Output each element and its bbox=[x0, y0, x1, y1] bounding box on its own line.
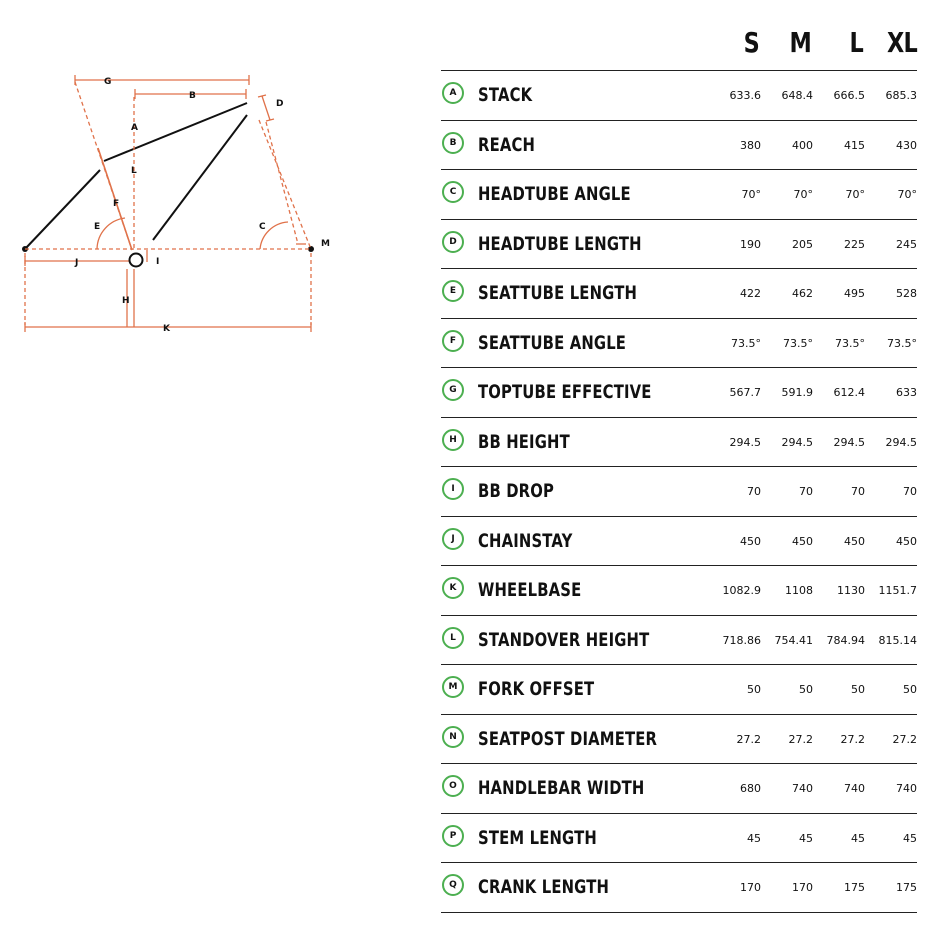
label-m: M bbox=[321, 239, 330, 249]
value-cell-l: 225 bbox=[844, 237, 865, 251]
row-letter-badge: O bbox=[442, 775, 464, 797]
label-b: B bbox=[189, 91, 196, 101]
geometry-diagram bbox=[0, 60, 420, 360]
value-cell-l: 70° bbox=[845, 188, 865, 201]
value-cell-xl: 175 bbox=[896, 881, 917, 894]
value-cell-m: 1108 bbox=[785, 584, 813, 597]
value-cell-s: 718.86 bbox=[722, 633, 761, 647]
value-cell-s: 1082.9 bbox=[722, 584, 761, 597]
value-cell-m: 70° bbox=[793, 188, 813, 201]
row-letter-badge: P bbox=[442, 825, 464, 847]
table-row bbox=[441, 517, 917, 567]
label-g: G bbox=[104, 77, 112, 87]
value-cell-xl: 73.5° bbox=[887, 336, 917, 350]
row-label: FORK OFFSET bbox=[478, 678, 595, 700]
row-label: HEADTUBE ANGLE bbox=[478, 183, 631, 205]
value-cell-m: 294.5 bbox=[781, 435, 813, 449]
geometry-table bbox=[441, 0, 917, 913]
value-cell-l: 666.5 bbox=[833, 89, 865, 102]
value-cell-l: 175 bbox=[844, 881, 865, 894]
row-label: STACK bbox=[478, 84, 533, 106]
row-letter-badge: N bbox=[442, 726, 464, 748]
table-row bbox=[441, 665, 917, 715]
value-cell-m: 70 bbox=[799, 485, 813, 498]
label-k: K bbox=[163, 324, 170, 334]
value-cell-s: 73.5° bbox=[731, 336, 761, 350]
value-cell-m: 450 bbox=[792, 534, 813, 548]
table-row bbox=[441, 170, 917, 220]
value-cell-xl: 528 bbox=[896, 287, 917, 300]
table-row bbox=[441, 715, 917, 765]
row-letter-badge: C bbox=[442, 181, 464, 203]
table-row bbox=[441, 269, 917, 319]
value-cell-xl: 815.14 bbox=[878, 633, 917, 647]
size-header-row bbox=[441, 0, 917, 71]
value-cell-l: 294.5 bbox=[833, 435, 865, 449]
label-l: L bbox=[131, 166, 137, 176]
value-cell-s: 567.7 bbox=[729, 386, 761, 399]
value-cell-s: 70 bbox=[747, 485, 761, 498]
value-cell-s: 50 bbox=[747, 683, 761, 696]
row-label: STEM LENGTH bbox=[478, 826, 597, 849]
label-c: C bbox=[259, 222, 266, 232]
value-cell-m: 400 bbox=[792, 138, 813, 152]
value-cell-m: 170 bbox=[792, 881, 813, 894]
value-cell-s: 170 bbox=[740, 881, 761, 894]
table-row bbox=[441, 764, 917, 814]
row-letter-badge: A bbox=[442, 82, 464, 104]
row-label: CHAINSTAY bbox=[478, 529, 573, 552]
size-header-s: S bbox=[743, 26, 759, 59]
value-cell-l: 70 bbox=[851, 485, 865, 498]
label-e: E bbox=[94, 222, 101, 232]
table-row bbox=[441, 467, 917, 517]
value-cell-xl: 50 bbox=[903, 683, 917, 696]
value-cell-l: 415 bbox=[844, 138, 865, 152]
value-cell-xl: 430 bbox=[896, 138, 917, 152]
label-f: F bbox=[113, 199, 120, 209]
value-cell-m: 591.9 bbox=[781, 386, 813, 399]
value-cell-xl: 740 bbox=[896, 782, 917, 795]
row-label: REACH bbox=[478, 133, 536, 156]
value-cell-xl: 633 bbox=[896, 386, 917, 399]
value-cell-m: 754.41 bbox=[774, 633, 813, 647]
label-d: D bbox=[276, 99, 284, 109]
row-label: HEADTUBE LENGTH bbox=[478, 232, 642, 255]
row-letter-badge: F bbox=[442, 330, 464, 352]
value-cell-l: 45 bbox=[851, 831, 865, 845]
value-cell-m: 740 bbox=[792, 782, 813, 795]
value-cell-l: 450 bbox=[844, 534, 865, 548]
size-header-l: L bbox=[849, 26, 863, 59]
value-cell-s: 680 bbox=[740, 782, 761, 795]
row-letter-badge: E bbox=[442, 280, 464, 302]
row-letter-badge: Q bbox=[442, 874, 464, 896]
row-label: WHEELBASE bbox=[478, 579, 582, 601]
row-label: BB DROP bbox=[478, 480, 555, 502]
value-cell-xl: 294.5 bbox=[885, 435, 917, 449]
row-label: CRANK LENGTH bbox=[478, 876, 610, 898]
value-cell-l: 73.5° bbox=[835, 336, 865, 350]
label-a: A bbox=[131, 123, 138, 133]
toptube-line bbox=[104, 103, 247, 161]
table-row bbox=[441, 616, 917, 666]
table-row bbox=[441, 418, 917, 468]
value-cell-xl: 70 bbox=[903, 485, 917, 498]
row-label: SEATPOST DIAMETER bbox=[478, 727, 658, 750]
bottom-bracket bbox=[130, 254, 143, 267]
value-cell-xl: 450 bbox=[896, 534, 917, 548]
value-cell-l: 740 bbox=[844, 782, 865, 795]
value-cell-l: 1130 bbox=[837, 584, 865, 597]
row-letter-badge: L bbox=[442, 627, 464, 649]
value-cell-xl: 27.2 bbox=[892, 732, 917, 746]
value-cell-xl: 1151.7 bbox=[878, 584, 917, 597]
row-label: SEATTUBE LENGTH bbox=[478, 282, 638, 304]
label-i: I bbox=[156, 257, 160, 267]
seatstay-line bbox=[25, 170, 100, 249]
value-cell-m: 462 bbox=[792, 287, 813, 300]
value-cell-m: 27.2 bbox=[788, 732, 813, 746]
table-body bbox=[441, 71, 917, 913]
value-cell-m: 45 bbox=[799, 831, 813, 845]
row-letter-badge: K bbox=[442, 577, 464, 599]
value-cell-s: 45 bbox=[747, 831, 761, 845]
table-row bbox=[441, 863, 917, 913]
row-label: TOPTUBE EFFECTIVE bbox=[478, 381, 652, 403]
value-cell-s: 380 bbox=[740, 138, 761, 152]
row-letter-badge: I bbox=[442, 478, 464, 500]
value-cell-xl: 245 bbox=[896, 237, 917, 251]
value-cell-m: 73.5° bbox=[783, 336, 813, 350]
downtube-line bbox=[153, 115, 247, 240]
row-label: STANDOVER HEIGHT bbox=[478, 628, 650, 651]
value-cell-l: 612.4 bbox=[833, 386, 865, 399]
table-row bbox=[441, 220, 917, 270]
row-letter-badge: M bbox=[442, 676, 464, 698]
table-row bbox=[441, 319, 917, 369]
row-letter-badge: D bbox=[442, 231, 464, 253]
value-cell-s: 294.5 bbox=[729, 435, 761, 449]
size-header-xl: XL bbox=[887, 26, 917, 59]
value-cell-s: 633.6 bbox=[729, 89, 761, 102]
table-row bbox=[441, 814, 917, 864]
value-cell-l: 27.2 bbox=[840, 732, 865, 746]
size-header-m: M bbox=[789, 26, 811, 59]
value-cell-xl: 70° bbox=[897, 188, 917, 201]
row-letter-badge: G bbox=[442, 379, 464, 401]
value-cell-s: 422 bbox=[740, 287, 761, 300]
row-label: SEATTUBE ANGLE bbox=[478, 331, 627, 354]
value-cell-m: 205 bbox=[792, 237, 813, 251]
row-letter-badge: B bbox=[442, 132, 464, 154]
label-h: H bbox=[122, 296, 130, 306]
value-cell-xl: 685.3 bbox=[885, 89, 917, 102]
table-row bbox=[441, 121, 917, 171]
label-j: J bbox=[75, 258, 79, 268]
value-cell-s: 450 bbox=[740, 534, 761, 548]
row-label: BB HEIGHT bbox=[478, 430, 570, 453]
table-row bbox=[441, 566, 917, 616]
value-cell-l: 784.94 bbox=[826, 633, 865, 647]
value-cell-m: 50 bbox=[799, 683, 813, 696]
value-cell-s: 190 bbox=[740, 237, 761, 251]
row-letter-badge: J bbox=[442, 528, 464, 550]
value-cell-s: 70° bbox=[741, 188, 761, 201]
value-cell-l: 50 bbox=[851, 683, 865, 696]
value-cell-m: 648.4 bbox=[781, 89, 813, 102]
row-label: HANDLEBAR WIDTH bbox=[478, 777, 645, 799]
value-cell-s: 27.2 bbox=[736, 732, 761, 746]
table-row bbox=[441, 71, 917, 121]
value-cell-xl: 45 bbox=[903, 831, 917, 845]
table-row bbox=[441, 368, 917, 418]
value-cell-l: 495 bbox=[844, 287, 865, 300]
row-letter-badge: H bbox=[442, 429, 464, 451]
